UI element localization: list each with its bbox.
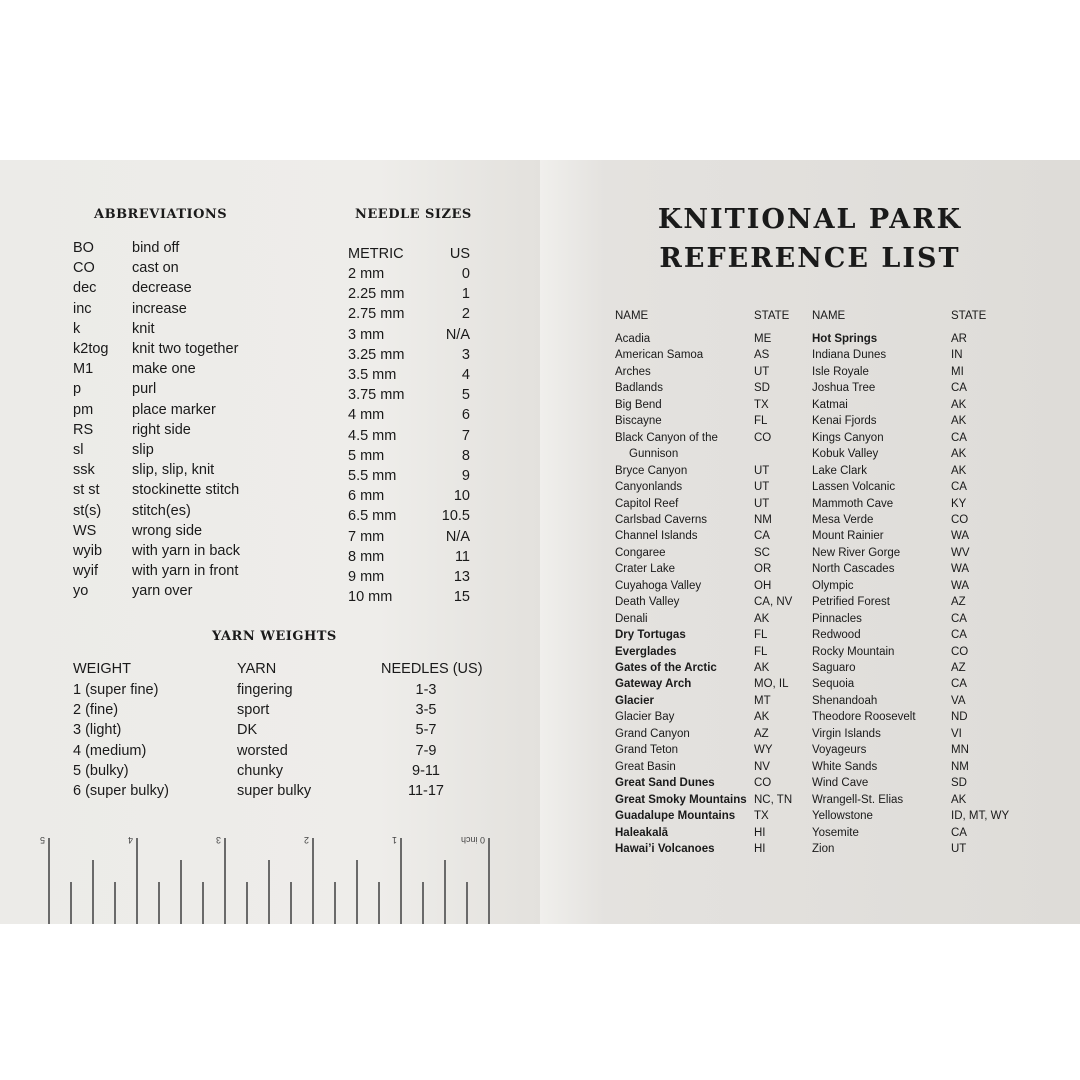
park-state: FL xyxy=(754,629,768,642)
yarn-name: super bulky xyxy=(237,783,312,799)
abbreviation-meaning: purl xyxy=(132,381,157,398)
ruler-tick xyxy=(444,860,446,924)
park-state: OR xyxy=(754,563,772,576)
needle-col-metric: METRIC xyxy=(348,246,404,262)
park-state: CA xyxy=(951,826,967,839)
park-state: UT xyxy=(951,842,967,855)
park-state: VA xyxy=(951,694,966,707)
park-state: WA xyxy=(951,579,970,592)
park-name: Arches xyxy=(615,365,651,378)
abbreviation-meaning: right side xyxy=(132,421,191,438)
needle-us: 15 xyxy=(453,589,470,606)
park-name: Badlands xyxy=(615,382,663,395)
park-name: Glacier Bay xyxy=(615,711,675,724)
park-state: WV xyxy=(951,546,970,559)
park-state: AK xyxy=(951,464,967,477)
needle-metric: 5 mm xyxy=(348,447,385,464)
park-name: Shenandoah xyxy=(812,694,878,707)
park-name: Everglades xyxy=(615,645,677,658)
ruler-tick xyxy=(246,882,248,924)
park-state: CA xyxy=(951,612,967,625)
park-name: Cuyahoga Valley xyxy=(615,579,702,592)
abbreviation-meaning: make one xyxy=(132,361,196,378)
park-state: MN xyxy=(951,744,969,757)
park-state: MO, IL xyxy=(754,678,789,691)
yarn-name: fingering xyxy=(237,682,293,698)
park-state: OH xyxy=(754,579,772,592)
park-state: AK xyxy=(754,612,770,625)
park-state: FL xyxy=(754,645,768,658)
needle-metric: 2.25 mm xyxy=(348,286,405,303)
abbreviation-code: k2tog xyxy=(73,341,109,357)
ruler-tick xyxy=(70,882,72,924)
park-name: Voyageurs xyxy=(812,744,867,757)
park-state: FL xyxy=(754,415,768,428)
needle-metric: 9 mm xyxy=(348,569,385,585)
park-state: AK xyxy=(951,793,967,806)
park-state: SC xyxy=(754,546,770,559)
ruler-inch-tick xyxy=(312,838,314,924)
ruler-inch-tick xyxy=(136,838,138,924)
yarn-weight: 4 (medium) xyxy=(73,742,147,759)
park-name: New River Gorge xyxy=(812,546,901,559)
abbreviation-code: ssk xyxy=(73,462,95,479)
col-state-2: STATE xyxy=(951,310,987,322)
ruler-tick xyxy=(180,860,182,924)
park-name: Haleakalā xyxy=(615,826,669,839)
park-name: Saguaro xyxy=(812,662,856,674)
abbreviation-meaning: with yarn in front xyxy=(132,563,239,580)
park-name: Acadia xyxy=(615,333,651,345)
park-name: Guadalupe Mountains xyxy=(615,810,736,823)
park-name: Olympic xyxy=(812,579,854,592)
park-name: Big Bend xyxy=(615,398,662,411)
yarn-needles: 5-7 xyxy=(415,722,437,739)
ruler-tick xyxy=(202,882,204,924)
park-state: UT xyxy=(754,481,770,494)
park-name: Lake Clark xyxy=(812,464,867,477)
park-name: American Samoa xyxy=(615,349,704,362)
yarn-weight: 2 (fine) xyxy=(73,702,119,719)
abbreviation-code: st(s) xyxy=(73,502,102,519)
ruler-inch-tick xyxy=(224,838,226,924)
yarn-name: DK xyxy=(237,722,258,739)
ruler-tick xyxy=(466,882,468,924)
park-state: ME xyxy=(754,333,772,345)
park-name: Katmai xyxy=(812,398,848,411)
park-state: CA xyxy=(951,629,967,642)
ruler-tick xyxy=(290,882,292,924)
park-state: VI xyxy=(951,727,962,740)
park-state: CA, NV xyxy=(754,596,793,609)
needle-metric: 3.25 mm xyxy=(348,346,405,363)
park-state: WA xyxy=(951,530,970,543)
needle-col-us: US xyxy=(449,246,470,262)
park-name: Congaree xyxy=(615,546,666,559)
park-name: Canyonlands xyxy=(615,481,683,494)
park-name: Petrified Forest xyxy=(812,596,890,609)
yarn-col-needles: NEEDLES (US) xyxy=(381,661,483,677)
park-state: AZ xyxy=(951,662,966,674)
park-state: CA xyxy=(951,431,967,444)
park-state: AR xyxy=(951,333,967,345)
col-name-2: NAME xyxy=(812,310,846,322)
park-name: Sequoia xyxy=(812,678,855,691)
park-state: NM xyxy=(951,760,969,773)
yarn-col-weight: WEIGHT xyxy=(73,661,131,677)
abbreviation-code: wyib xyxy=(73,543,103,559)
ruler-tick xyxy=(378,882,380,924)
abbreviation-meaning: with yarn in back xyxy=(132,543,240,559)
needle-us: N/A xyxy=(445,326,470,343)
yarn-needles: 9-11 xyxy=(412,762,440,779)
right-page xyxy=(540,160,1080,924)
park-state: KY xyxy=(951,497,967,510)
park-name: Pinnacles xyxy=(812,612,862,625)
ruler-label: 0 inch xyxy=(460,835,485,845)
ruler-inch-tick xyxy=(488,838,490,924)
park-state: TX xyxy=(754,810,769,823)
needle-us: 1 xyxy=(461,286,470,303)
needle-metric: 7 mm xyxy=(348,528,385,545)
park-state: AZ xyxy=(754,727,769,740)
park-name: Kenai Fjords xyxy=(812,415,877,428)
park-name: Grand Canyon xyxy=(615,727,690,740)
park-name: Great Sand Dunes xyxy=(615,777,715,790)
ruler-inch-tick xyxy=(48,838,50,924)
park-state: MT xyxy=(754,694,771,707)
park-name: Carlsbad Caverns xyxy=(615,513,708,526)
park-state: AK xyxy=(754,711,770,724)
left-page xyxy=(0,160,540,924)
yarn-weight: 6 (super bulky) xyxy=(73,783,169,799)
yarn-needles: 1-3 xyxy=(415,682,437,698)
needle-us: 5 xyxy=(461,387,470,404)
abbreviation-code: st st xyxy=(73,482,100,499)
ruler-label: 5 xyxy=(39,835,45,845)
park-name: Mammoth Cave xyxy=(812,497,894,510)
park-state: AS xyxy=(754,349,770,362)
needle-us: 9 xyxy=(461,468,470,484)
abbreviation-meaning: bind off xyxy=(132,240,180,256)
needle-us: 10.5 xyxy=(441,508,470,525)
park-name: Mount Rainier xyxy=(812,530,884,543)
park-name: Hot Springs xyxy=(812,333,878,345)
park-name: Wrangell-St. Elias xyxy=(812,793,904,806)
needle-sizes-heading: NEEDLE SIZES xyxy=(355,207,472,222)
park-name: Gates of the Arctic xyxy=(615,662,717,674)
park-state: UT xyxy=(754,464,770,477)
abbreviation-meaning: wrong side xyxy=(132,522,203,539)
needle-us: 2 xyxy=(461,306,470,323)
park-name: Kings Canyon xyxy=(812,431,884,444)
needle-metric: 2.75 mm xyxy=(348,306,405,323)
needle-metric: 4 mm xyxy=(348,407,385,424)
abbreviation-code: CO xyxy=(73,260,95,277)
needle-us: 13 xyxy=(453,569,470,585)
park-name: Theodore Roosevelt xyxy=(812,711,916,724)
yarn-weight: 3 (light) xyxy=(73,722,122,739)
park-state: CA xyxy=(951,678,967,691)
park-name: Bryce Canyon xyxy=(615,464,688,477)
yarn-weight: 5 (bulky) xyxy=(73,762,129,779)
needle-us: 7 xyxy=(461,427,470,444)
park-name: North Cascades xyxy=(812,563,895,576)
park-state: SD xyxy=(754,382,770,395)
col-name-1: NAME xyxy=(615,310,649,322)
park-state: IN xyxy=(951,349,963,362)
ruler-tick xyxy=(158,882,160,924)
abbreviation-code: sl xyxy=(73,442,84,458)
needle-metric: 6.5 mm xyxy=(348,508,397,525)
abbreviation-meaning: slip xyxy=(132,442,154,458)
yarn-weights-heading: YARN WEIGHTS xyxy=(212,629,337,644)
yarn-col-yarn: YARN xyxy=(237,661,277,677)
park-state: HI xyxy=(754,826,766,839)
abbreviation-code: WS xyxy=(73,522,97,539)
abbreviation-meaning: stockinette stitch xyxy=(132,482,240,499)
abbreviations-heading: ABBREVIATIONS xyxy=(94,207,228,222)
abbreviation-code: M1 xyxy=(73,361,94,378)
park-name: White Sands xyxy=(812,760,878,773)
title-line-2: REFERENCE LIST xyxy=(659,243,961,274)
ruler-tick xyxy=(422,882,424,924)
title-line-1: KNITIONAL PARK xyxy=(657,204,963,235)
needle-us: 4 xyxy=(461,367,470,383)
park-state: NV xyxy=(754,760,770,773)
park-name: Channel Islands xyxy=(615,530,698,543)
park-state: ND xyxy=(951,711,968,724)
needle-us: 10 xyxy=(453,488,470,505)
yarn-needles: 7-9 xyxy=(415,742,437,759)
abbreviation-meaning: increase xyxy=(132,300,187,317)
park-state: AK xyxy=(951,448,967,461)
abbreviation-code: p xyxy=(73,381,82,398)
needle-metric: 10 mm xyxy=(348,589,393,606)
needle-us: 3 xyxy=(461,346,470,363)
abbreviation-code: RS xyxy=(73,421,94,438)
needle-metric: 6 mm xyxy=(348,488,385,505)
park-state: CO xyxy=(951,513,969,526)
park-name: Yosemite xyxy=(812,826,859,839)
park-name: Black Canyon of the xyxy=(615,431,718,444)
park-name: Capitol Reef xyxy=(615,497,679,510)
park-state: WY xyxy=(754,744,773,757)
yarn-needles: 3-5 xyxy=(415,702,437,719)
park-name: Kobuk Valley xyxy=(812,448,879,461)
park-name: Biscayne xyxy=(615,415,662,428)
park-state: ID, MT, WY xyxy=(951,810,1010,823)
abbreviation-meaning: place marker xyxy=(132,401,216,418)
needle-metric: 5.5 mm xyxy=(348,468,397,484)
park-name: Joshua Tree xyxy=(812,382,876,395)
park-name: Gunnison xyxy=(629,448,679,461)
ruler-tick xyxy=(114,882,116,924)
abbreviation-meaning: stitch(es) xyxy=(132,502,191,519)
ruler-label: 3 xyxy=(215,835,221,845)
ruler-tick xyxy=(334,882,336,924)
abbreviation-meaning: yarn over xyxy=(132,583,193,600)
park-name: Death Valley xyxy=(615,596,680,609)
abbreviation-meaning: slip, slip, knit xyxy=(132,462,215,479)
abbreviation-code: wyif xyxy=(73,563,98,580)
park-state: HI xyxy=(754,842,766,855)
needle-us: 6 xyxy=(461,407,470,424)
abbreviation-code: BO xyxy=(73,240,94,256)
abbreviation-code: yo xyxy=(73,583,89,600)
inch-ruler xyxy=(0,832,540,924)
park-name: Denali xyxy=(615,612,648,625)
park-state: NM xyxy=(754,513,772,526)
ruler-label: 4 xyxy=(127,835,133,845)
park-name: Redwood xyxy=(812,629,861,642)
ruler-inch-tick xyxy=(400,838,402,924)
park-state: AK xyxy=(951,398,967,411)
abbreviation-meaning: cast on xyxy=(132,260,179,277)
abbreviation-meaning: decrease xyxy=(132,280,192,297)
park-name: Yellowstone xyxy=(812,810,873,823)
ruler-label: 1 xyxy=(391,835,397,845)
park-name: Grand Teton xyxy=(615,744,679,757)
abbreviation-code: k xyxy=(73,320,81,337)
park-name: Indiana Dunes xyxy=(812,349,887,362)
park-name: Zion xyxy=(812,842,835,855)
ruler-tick xyxy=(268,860,270,924)
park-name: Crater Lake xyxy=(615,563,676,576)
park-state: CO xyxy=(754,777,772,790)
park-state: NC, TN xyxy=(754,793,793,806)
park-name: Lassen Volcanic xyxy=(812,481,896,494)
park-state: CA xyxy=(951,382,967,395)
needle-metric: 2 mm xyxy=(348,266,385,282)
yarn-name: chunky xyxy=(237,762,283,779)
needle-us: 8 xyxy=(461,447,470,464)
ruler-tick xyxy=(356,860,358,924)
park-name: Mesa Verde xyxy=(812,513,874,526)
abbreviation-meaning: knit two together xyxy=(132,341,239,357)
ruler-tick xyxy=(92,860,94,924)
abbreviation-code: inc xyxy=(73,300,92,317)
needle-us: N/A xyxy=(445,528,470,545)
park-state: SD xyxy=(951,777,967,790)
park-name: Isle Royale xyxy=(812,365,869,378)
park-name: Wind Cave xyxy=(812,777,869,790)
park-name: Hawai’i Volcanoes xyxy=(615,842,715,855)
park-state: AK xyxy=(951,415,967,428)
yarn-weight: 1 (super fine) xyxy=(73,682,159,698)
abbreviation-meaning: knit xyxy=(132,320,155,337)
yarn-name: sport xyxy=(237,702,270,719)
needle-metric: 8 mm xyxy=(348,548,385,565)
yarn-name: worsted xyxy=(237,742,288,759)
abbreviation-code: pm xyxy=(73,401,94,418)
park-name: Great Basin xyxy=(615,760,676,773)
park-state: WA xyxy=(951,563,970,576)
park-name: Virgin Islands xyxy=(812,727,881,740)
needle-us: 11 xyxy=(454,548,470,565)
park-name: Rocky Mountain xyxy=(812,645,895,658)
ruler-label: 2 xyxy=(303,835,309,845)
park-state: UT xyxy=(754,365,770,378)
needle-metric: 3 mm xyxy=(348,326,385,343)
park-state: CA xyxy=(951,481,967,494)
col-state-1: STATE xyxy=(754,310,790,322)
park-state: CO xyxy=(951,645,969,658)
needle-metric: 3.5 mm xyxy=(348,367,397,383)
park-state: CA xyxy=(754,530,770,543)
park-state: TX xyxy=(754,398,769,411)
park-state: MI xyxy=(951,365,964,378)
park-state: AK xyxy=(754,662,770,674)
needle-metric: 4.5 mm xyxy=(348,427,397,444)
needle-metric: 3.75 mm xyxy=(348,387,405,404)
needle-us: 0 xyxy=(461,266,470,282)
park-name: Gateway Arch xyxy=(615,678,692,691)
park-state: UT xyxy=(754,497,770,510)
park-name: Glacier xyxy=(615,694,654,707)
park-state: AZ xyxy=(951,596,966,609)
yarn-needles: 11-17 xyxy=(407,783,444,799)
park-name: Great Smoky Mountains xyxy=(615,793,747,806)
abbreviation-code: dec xyxy=(73,280,97,297)
park-state: CO xyxy=(754,431,772,444)
park-name: Dry Tortugas xyxy=(615,629,686,642)
